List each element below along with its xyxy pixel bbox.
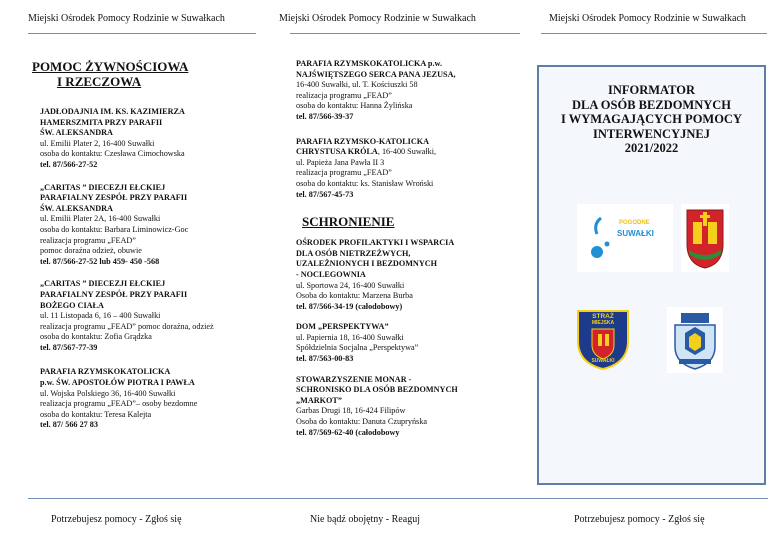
entry-contact: osoba do kontaktu: Hanna Żylińska [296,101,413,111]
entry-organization: Spółdzielnia Socjalna „Perspektywa” [296,343,419,353]
entry-title-normal-part: , 16-400 Suwałki, [377,147,437,157]
entry-osrodek-profilaktyki [296,238,521,312]
header-left-text: Miejski Ośrodek Pomocy Rodzinie w Suwałkach [28,13,225,24]
emblem-icon [667,307,723,373]
informator-title-line: INTERWENCYJNEJ [593,126,710,141]
entry-contact: osoba do kontaktu: Teresa Kalejta [40,409,152,419]
entry-address: ul. Emilii Plater 2A, 16-400 Suwałki [40,214,161,224]
entry-caritas-aleksandra [40,183,262,268]
entry-title-bold-part: CHRYSTUSA KRÓLA [296,147,378,157]
informator-title-line: INFORMATOR [607,83,696,97]
entry-address: Garbas Drugi 18, 16-424 Filipów [296,406,406,416]
entry-title-line: PARAFIA RZYMSKOKATOLICKA p.w. [296,59,443,68]
entry-phone: tel. 87/569-62-40 (całodobowy [296,427,400,437]
section-title-line: I RZECZOWA [57,74,142,89]
entry-title-line: SCHRONISKO DLA OSÓB BEZDOMNYCH [296,385,458,395]
entry-contact: Osoba do kontaktu: Danuta Czupryńska [296,417,427,427]
footer-left-text: Potrzebujesz pomocy - Zgłoś się [51,514,182,525]
entry-program: realizacja programu „FEAD” pomoc doraźna, odzież [40,321,214,331]
entry-address: ul. Sportowa 24, 16-400 Suwałki [296,280,405,290]
entry-contact: Osoba do kontaktu: Marzena Burba [296,291,413,301]
column-parishes-shelters [296,59,521,447]
entry-program: realizacja programu „FEAD”– osoby bezdomne [40,399,198,409]
entry-phone: tel. 87/566-39-37 [296,111,354,121]
section-title-line: POMOC ŻYWNOŚCIOWA [32,59,189,74]
entry-address: ul. Papieża Jana Pawła II 3 [296,157,385,167]
entry-phone: tel. 87/567-45-73 [296,189,354,199]
entry-parafia-piotra-pawla [40,367,262,431]
informator-cover-box [537,65,766,485]
entry-title-line: HAMERSZMITA PRZY PARAFII [40,117,163,127]
header-divider-left [28,33,256,34]
entry-contact: osoba do kontaktu: Barbara Liminowicz-Goc [40,224,189,234]
entry-contact: osoba do kontaktu: Zofia Grądzka [40,332,152,342]
entry-caritas-bozego-ciala [40,279,262,353]
entry-program: realizacja programu „FEAD” [296,90,392,100]
entry-jadlodajnia [40,107,262,171]
entry-title-line: JADŁODAJNIA IM. KS. KAZIMIERZA [40,107,185,116]
institution-emblem [667,307,723,373]
entry-title-line: „MARKOT” [296,395,342,405]
informator-title [539,83,764,156]
entry-title-line: UZALEŻNIONYCH I BEZDOMNYCH [296,259,438,269]
entry-address: ul. Emilii Plater 2, 16-400 Suwałki [40,138,155,148]
header-right-text: Miejski Ośrodek Pomocy Rodzinie w Suwałkach [549,13,746,24]
section-title-shelter: SCHRONIENIE [302,214,395,230]
entry-monar-markot [296,375,521,439]
entry-parafia-chrystusa-krola [296,137,521,201]
entry-address: ul. Papiernia 18, 16-400 Suwałki [296,332,404,342]
entry-title-line: PARAFIA RZYMSKO-KATOLICKA [296,136,430,146]
entry-title-line: „CARITAS ” DIECEZJI EŁCKIEJ [40,182,166,192]
informator-title-line: 2021/2022 [624,141,679,155]
entry-program: realizacja programu „FEAD” [40,235,136,245]
entry-title-line: PARAFIALNY ZESPÓŁ PRZY PARAFII [40,193,188,203]
column-food-aid [32,59,262,440]
informator-title-line: I WYMAGAJĄCYCH POMOCY [560,112,742,126]
entry-title-line: p.w. ŚW. APOSTOŁÓW PIOTRA I PAWŁA [40,378,195,388]
entry-parafia-serca-jezusa [296,59,521,123]
entry-title-line: ŚW. ALEKSANDRA [40,128,113,138]
footer-divider [28,498,768,499]
entry-contact: osoba do kontaktu: ks. Stanisław Wroński [296,178,434,188]
entry-program: realizacja programu „FEAD” [296,168,392,178]
informator-title-line: DLA OSÓB BEZDOMNYCH [571,97,732,112]
entry-address: 16-400 Suwałki, ul. T. Kościuszki 58 [296,80,418,90]
entry-title-line: OŚRODEK PROFILAKTYKI I WSPARCIA [296,238,455,248]
coat-of-arms-icon [681,204,729,272]
entry-title-line: PARAFIA RZYMSKOKATOLICKA [40,367,171,377]
entry-title-line: BOŻEGO CIAŁA [40,300,104,310]
pogodne-suwalki-mark [577,204,673,272]
entry-phone: tel. 87/567-77-39 [40,342,98,352]
entry-contact: osoba do kontaktu: Czesława Cimochowska [40,149,185,159]
entry-title-line: NAJŚWIĘTSZEGO SERCA PANA JEZUSA, [296,69,456,79]
footer-right-text: Potrzebujesz pomocy - Zgłoś się [574,514,705,525]
straz-miejska-badge [574,307,632,371]
pogodne-logo-text: POGODNE [619,220,650,226]
entry-phone: tel. 87/566-34-19 (całodobowy) [296,301,403,311]
entry-title-line: ŚW. ALEKSANDRA [40,203,113,213]
entry-title-line: DLA OSÓB NIETRZEŹWYCH, [296,248,411,258]
entry-dom-perspektywa [296,322,521,364]
entry-phone: tel. 87/566-27-52 [40,159,98,169]
entry-phone: tel. 87/563-00-83 [296,354,354,364]
entry-title-line: „CARITAS ” DIECEZJI EŁCKIEJ [40,279,166,289]
straz-badge-text: STRAŻ [592,313,614,320]
entry-address: ul. 11 Listopada 6, 16 – 400 Suwałki [40,311,161,321]
header-center-text: Miejski Ośrodek Pomocy Rodzinie w Suwałkach [279,13,476,24]
miejska-badge-text: MIEJSKA [591,320,615,326]
entry-title-line: DOM „PERSPEKTYWA” [296,322,389,332]
pogodne-suwalki-logo [577,204,673,272]
entry-title-line: PARAFIALNY ZESPÓŁ PRZY PARAFII [40,289,188,299]
entry-title-line [296,147,521,158]
suwalki-coat-of-arms [681,204,729,272]
entry-title-line: - NOCLEGOWNIA [296,269,366,279]
suwalki-badge-text: SUWAŁKI [591,358,615,364]
section-title-food-aid [32,59,262,89]
entry-address: ul. Wojska Polskiego 36, 16-400 Suwałki [40,388,176,398]
entry-phone: tel. 87/ 566 27 83 [40,420,98,430]
header-divider-right [541,33,767,34]
header-divider-center [290,33,520,34]
entry-title-line: STOWARZYSZENIE MONAR - [296,374,412,384]
entry-phone: tel. 87/566-27-52 lub 459- 450 -568 [40,256,160,266]
suwalki-logo-text: SUWAŁKI [617,229,654,238]
footer-center-text: Nie bądź obojętny - Reaguj [310,514,420,525]
entry-help-type: pomoc doraźna odzież, obuwie [40,246,142,256]
